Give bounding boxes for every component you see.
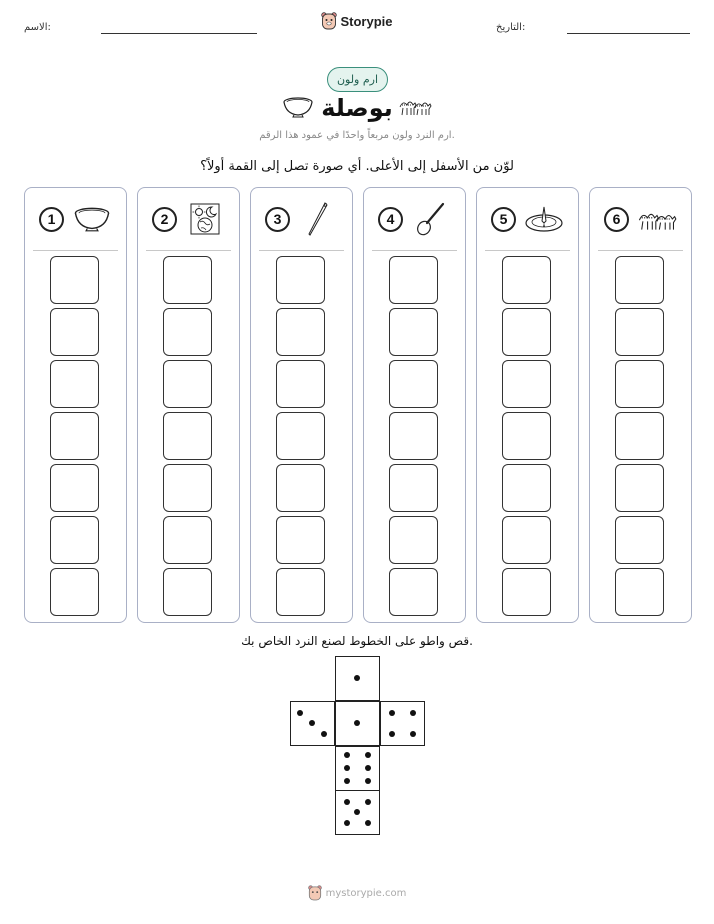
page-title: بوصلة <box>321 94 393 122</box>
color-cell[interactable] <box>163 360 212 408</box>
column-divider <box>485 250 570 251</box>
color-cell[interactable] <box>502 516 551 564</box>
column-divider <box>146 250 231 251</box>
column-divider <box>372 250 457 251</box>
color-cell[interactable] <box>163 568 212 616</box>
compass-icon <box>524 202 564 236</box>
dice-pip <box>297 710 303 716</box>
brand-name: Storypie <box>340 13 393 29</box>
color-cell[interactable] <box>502 360 551 408</box>
column-number: 4 <box>378 207 403 232</box>
color-cell[interactable] <box>163 464 212 512</box>
color-cell[interactable] <box>389 308 438 356</box>
color-cell[interactable] <box>276 308 325 356</box>
color-cell[interactable] <box>502 412 551 460</box>
column-divider <box>33 250 118 251</box>
dice-face-1 <box>335 701 380 746</box>
dice-pip <box>344 799 350 805</box>
date-line[interactable] <box>567 33 690 34</box>
cell-stack <box>50 256 100 620</box>
brand-logo <box>0 12 714 30</box>
color-cell[interactable] <box>50 256 99 304</box>
cell-stack <box>276 256 326 620</box>
color-cell[interactable] <box>389 360 438 408</box>
activity-tag: ارم ولون <box>327 67 388 92</box>
color-cell[interactable] <box>276 464 325 512</box>
color-cell[interactable] <box>615 516 664 564</box>
bowl-icon <box>72 202 112 236</box>
column-6 <box>589 187 692 623</box>
color-cell[interactable] <box>502 256 551 304</box>
column-divider <box>598 250 683 251</box>
color-cell[interactable] <box>50 516 99 564</box>
color-cell[interactable] <box>615 464 664 512</box>
column-3 <box>250 187 353 623</box>
color-cell[interactable] <box>502 464 551 512</box>
column-header <box>477 188 578 250</box>
sun-moon-earth-icon <box>185 202 225 236</box>
color-cell[interactable] <box>389 256 438 304</box>
bear-logo-icon <box>321 12 337 30</box>
color-cell[interactable] <box>502 568 551 616</box>
column-number: 2 <box>152 207 177 232</box>
color-cell[interactable] <box>389 568 438 616</box>
color-cell[interactable] <box>50 360 99 408</box>
dice-pip <box>365 778 371 784</box>
dice-pip <box>354 675 360 681</box>
dice-pip <box>344 765 350 771</box>
question-text: لوّن من الأسفل إلى الأعلى. أي صورة تصل إلى القمة أولاً؟ <box>200 159 514 174</box>
column-header <box>25 188 126 250</box>
column-number: 3 <box>265 207 290 232</box>
color-cell[interactable] <box>389 412 438 460</box>
dice-face-6 <box>335 746 380 791</box>
color-cell[interactable] <box>615 256 664 304</box>
dice-pip <box>354 809 360 815</box>
bear-logo-icon <box>308 885 322 901</box>
dice-face-4 <box>380 701 425 746</box>
dice-pip <box>410 710 416 716</box>
dice-pip <box>344 820 350 826</box>
column-4 <box>363 187 466 623</box>
color-cell[interactable] <box>163 516 212 564</box>
column-1 <box>24 187 127 623</box>
color-cell[interactable] <box>615 412 664 460</box>
color-cell[interactable] <box>389 516 438 564</box>
dice-pip <box>365 820 371 826</box>
date-label: التاريخ: <box>496 22 526 33</box>
dice-pip <box>344 778 350 784</box>
dice-pip <box>365 765 371 771</box>
color-cell[interactable] <box>276 256 325 304</box>
color-cell[interactable] <box>50 568 99 616</box>
column-header <box>138 188 239 250</box>
color-cell[interactable] <box>615 568 664 616</box>
color-cell[interactable] <box>163 256 212 304</box>
camels-icon <box>637 202 677 236</box>
dice-pip <box>344 752 350 758</box>
name-line[interactable] <box>101 33 257 34</box>
cell-stack <box>615 256 665 620</box>
dice-face-1 <box>335 656 380 701</box>
column-number: 1 <box>39 207 64 232</box>
color-cell[interactable] <box>50 308 99 356</box>
color-cell[interactable] <box>502 308 551 356</box>
dice-pip <box>410 731 416 737</box>
color-cell[interactable] <box>163 412 212 460</box>
dice-pip <box>365 752 371 758</box>
dice-pip <box>309 720 315 726</box>
dice-pip <box>321 731 327 737</box>
column-header <box>364 188 465 250</box>
color-cell[interactable] <box>50 412 99 460</box>
dice-pip <box>365 799 371 805</box>
color-cell[interactable] <box>276 568 325 616</box>
cut-instructions: قص واطو على الخطوط لصنع النرد الخاص بك. <box>241 634 473 648</box>
name-label: الاسم: <box>24 22 51 33</box>
column-header <box>251 188 352 250</box>
camels-icon <box>398 95 432 117</box>
color-cell[interactable] <box>276 516 325 564</box>
color-cell[interactable] <box>615 360 664 408</box>
cell-stack <box>502 256 552 620</box>
color-cell[interactable] <box>389 464 438 512</box>
spoon-icon <box>411 202 451 236</box>
dice-face-5 <box>335 790 380 835</box>
footer-url[interactable]: mystorypie.com <box>325 887 407 899</box>
cell-stack <box>389 256 439 620</box>
dice-pip <box>389 710 395 716</box>
color-cell[interactable] <box>276 360 325 408</box>
instructions-text: ارم النرد ولون مربعاً واحدًا في عمود هذا الرقم. <box>259 130 455 141</box>
column-5 <box>476 187 579 623</box>
needle-icon <box>298 202 338 236</box>
footer <box>0 885 714 901</box>
color-cell[interactable] <box>276 412 325 460</box>
dice-pip <box>389 731 395 737</box>
cell-stack <box>163 256 213 620</box>
color-cell[interactable] <box>50 464 99 512</box>
color-cell[interactable] <box>615 308 664 356</box>
column-divider <box>259 250 344 251</box>
column-header <box>590 188 691 250</box>
color-cell[interactable] <box>163 308 212 356</box>
dice-face-3 <box>290 701 335 746</box>
column-number: 6 <box>604 207 629 232</box>
dice-pip <box>354 720 360 726</box>
column-2 <box>137 187 240 623</box>
column-number: 5 <box>491 207 516 232</box>
